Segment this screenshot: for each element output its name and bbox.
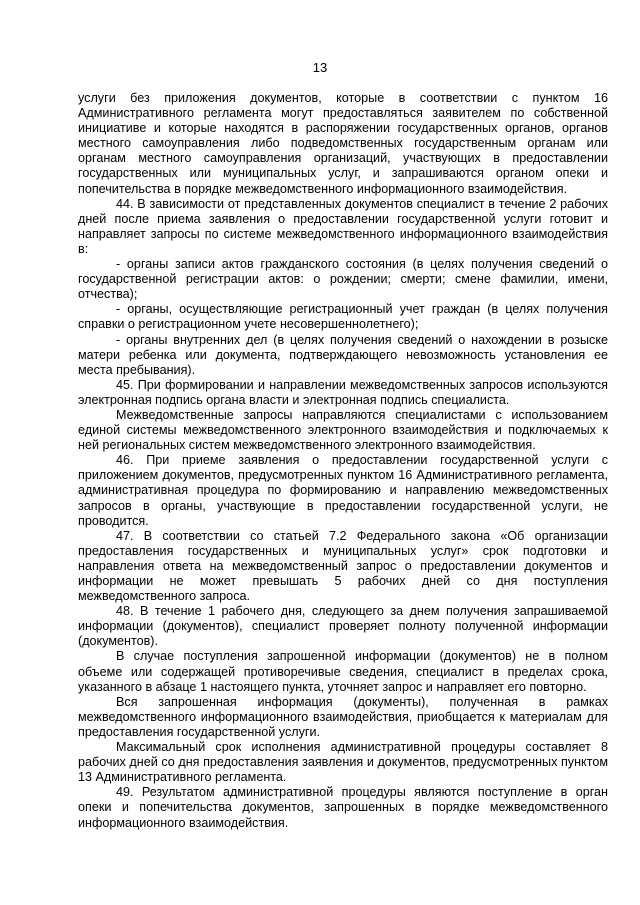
paragraph: 46. При приеме заявления о предоставлении государственной услуги с приложением документов, предусмотренных пунктом 16 Административного регламента, административная процедура по формированию и направлению межведомственных запросов в органы, участвующие в предоставлении государственной услуги, не проводится. — [78, 453, 608, 528]
paragraph: 44. В зависимости от представленных документов специалист в течение 2 рабочих дней после приема заявления о предоставлении государственной услуги готовит и направляет запросы по системе межведомственного информационного взаимодействия в: — [78, 196, 608, 256]
paragraph: В случае поступления запрошенной информации (документов) не в полном объеме или содержащей противоречивые сведения, специалист в пределах срока, указанного в абзаце 1 настоящего пункта, уточняет запрос и направляет его повторно. — [78, 649, 608, 694]
paragraph: 47. В соответствии со статьей 7.2 Федерального закона «Об организации предоставления государственных и муниципальных услуг» срок подготовки и направления ответа на межведомственный запрос о предоставлении документов и информации не может превышать 5 рабочих дней со дня поступления межведомственного запроса. — [78, 528, 608, 604]
list-item: - органы, осуществляющие регистрационный учет граждан (в целях получения справки о регистрационном учете несовершеннолетнего); — [78, 302, 608, 332]
paragraph: услуги без приложения документов, которые в соответствии с пунктом 16 Административного регламента могут предоставляться заявителем по собственной инициативе и которые находятся в распоряжении государственных органов, органов местного самоуправления либо подведомственных государственным органам или органам местного самоуправления организаций, участвующих в предоставлении государственных или муниципальных услуг, и запрашиваются органом опеки и попечительства в порядке межведомственного информационного взаимодействия. — [78, 91, 608, 196]
paragraph: Максимальный срок исполнения административной процедуры составляет 8 рабочих дней со дня предоставления заявления и документов, предусмотренных пунктом 13 Административного регламента. — [78, 740, 608, 785]
list-item: - органы внутренних дел (в целях получения сведений о нахождении в розыске матери ребенка или документа, подтверждающего невозможность установления ее места пребывания). — [78, 332, 608, 377]
paragraph: 49. Результатом административной процедуры являются поступление в орган опеки и попечительства документов, запрошенных в порядке межведомственного информационного взаимодействия. — [78, 785, 608, 830]
paragraph: 48. В течение 1 рабочего дня, следующего за днем получения запрашиваемой информации (документов), специалист проверяет полноту полученной информации (документов). — [78, 604, 608, 649]
paragraph: 45. При формировании и направлении межведомственных запросов используются электронная подпись органа власти и электронная подпись специалиста. — [78, 377, 608, 407]
paragraph: Межведомственные запросы направляются специалистами с использованием единой системы межведомственного электронного взаимодействия и подключаемых к ней региональных систем межведомственного электронного взаимодействия. — [78, 407, 608, 453]
list-item: - органы записи актов гражданского состояния (в целях получения сведений о государственной регистрации актов: о рождении; смерти; смене фамилии, имени, отчества); — [78, 257, 608, 302]
page-number: 13 — [312, 60, 328, 75]
paragraph: Вся запрошенная информация (документы), полученная в рамках межведомственного информационного взаимодействия, приобщается к материалам для предоставления государственной услуги. — [78, 694, 608, 739]
document-body — [78, 91, 608, 831]
